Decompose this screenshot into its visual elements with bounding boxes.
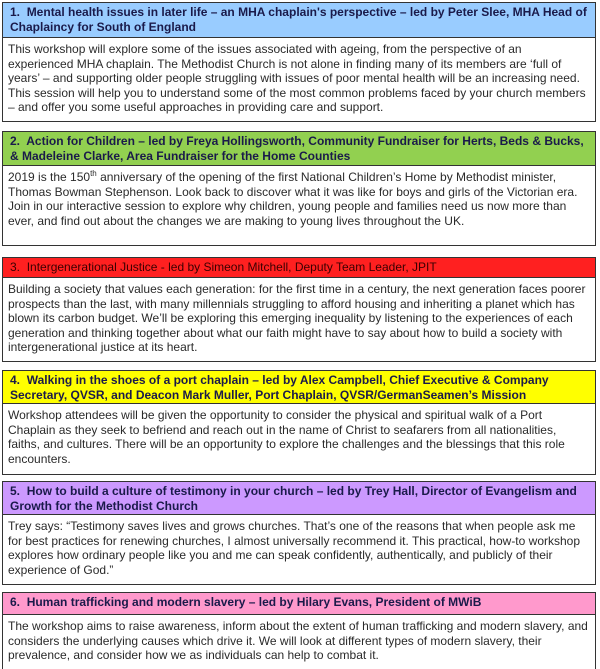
workshop-1-title: Mental health issues in later life – an MHA chaplain's perspective – led by Peter Slee, MHA Head of Chaplaincy for South of England xyxy=(10,5,587,34)
workshop-2-body xyxy=(3,166,595,228)
workshop-5-description: Trey says: “Testimony saves lives and grows churches. That’s one of the reasons that when people ask me for best practices for renewing churches, I almost universally recommend it. This practical, how-to workshop explores how ordinary people like you and me can speak confidently, authentically, and publicly of their experience of God.” xyxy=(8,519,581,577)
workshop-3-header xyxy=(3,258,595,278)
workshop-4-number: 4. xyxy=(10,373,21,387)
workshop-4-header xyxy=(3,371,595,404)
workshop-6-description: The workshop aims to raise awareness, inform about the extent of human trafficking and modern slavery, and considers the underlying causes which drive it. We will look at different types of modern slavery, their prevalence, and consider how we as individuals can help to combat it. xyxy=(8,619,588,663)
workshop-5-title: How to build a culture of testimony in your church – led by Trey Hall, Director of Evangelism and Growth for the Methodist Church xyxy=(10,484,577,513)
workshop-6 xyxy=(2,592,596,669)
workshop-4 xyxy=(2,370,596,475)
workshop-5-number: 5. xyxy=(10,484,21,498)
workshop-2-title: Action for Children – led by Freya Hollingsworth, Community Fundraiser for Herts, Beds & Bucks, & Madeleine Clarke, Area Fundraiser for the Home Counties xyxy=(10,134,584,163)
workshop-4-body xyxy=(3,404,595,466)
workshop-2-description-post: anniversary of the opening of the first National Children’s Home by Methodist minister, Thomas Bowman Stephenson. Look back to discover what it was like for boys and girls of the Victorian era. Join in our interactive session to explore why children, young people and families need us now more than ever, and find out about the changes we are making to young lives throughout the UK. xyxy=(8,170,578,228)
workshop-2-description xyxy=(8,170,589,228)
workshop-1-body xyxy=(3,38,595,115)
workshop-2 xyxy=(2,131,596,246)
workshop-4-description: Workshop attendees will be given the opportunity to consider the physical and spiritual walk of a Port Chaplain as they seek to befriend and reach out in the name of Christ to seafarers from all nationalities, faiths, and cultures. There will be an opportunity to explore the challenges and the blessings that this role encounters. xyxy=(8,408,565,466)
workshop-2-description-pre: 2019 is the 150 xyxy=(8,170,91,184)
workshop-3-body xyxy=(3,278,595,355)
workshop-5-body xyxy=(3,515,595,577)
workshop-1-header xyxy=(3,3,595,38)
workshop-2-number: 2. xyxy=(10,134,21,148)
workshop-6-title: Human trafficking and modern slavery – led by Hilary Evans, President of MWiB xyxy=(26,595,482,609)
workshop-3-description: Building a society that values each generation: for the first time in a century, the next generation faces poorer prospects than the last, with many millennials struggling to afford housing and inheriting a planet which has blown its carbon budget. We’ll be exploring this emerging inequality by listening to the experiences of each generation and thinking together about what our faith might have to say about how to build a society with intergenerational justice at its heart. xyxy=(8,282,586,355)
workshop-1-number: 1. xyxy=(10,5,21,19)
workshop-1-description: This workshop will explore some of the issues associated with ageing, from the perspective of an experienced MHA chaplain. The Methodist Church is not alone in finding many of its members are ‘full of years’ – and supporting older people struggling with issues of poor mental health will be an increasing need. This session will help you to understand some of the most common problems faced by your church members – and offer you some useful approaches in providing care and support. xyxy=(8,42,586,115)
workshop-6-body xyxy=(3,615,595,663)
workshop-3 xyxy=(2,257,596,362)
workshop-6-header xyxy=(3,593,595,615)
workshop-2-header xyxy=(3,132,595,166)
workshop-5-header xyxy=(3,482,595,515)
workshop-5 xyxy=(2,481,596,585)
workshop-6-number: 6. xyxy=(10,595,21,609)
workshop-1 xyxy=(2,2,596,122)
workshop-3-title: Intergenerational Justice - led by Simeon Mitchell, Deputy Team Leader, JPIT xyxy=(26,260,437,274)
workshop-4-title: Walking in the shoes of a port chaplain – led by Alex Campbell, Chief Executive & Company Secretary, QVSR, and Deacon Mark Muller, Port Chaplain, QVSR/GermanSeamen’s Mission xyxy=(10,373,549,402)
workshop-2-description-sup: th xyxy=(90,169,97,178)
workshop-3-number: 3. xyxy=(10,260,21,274)
